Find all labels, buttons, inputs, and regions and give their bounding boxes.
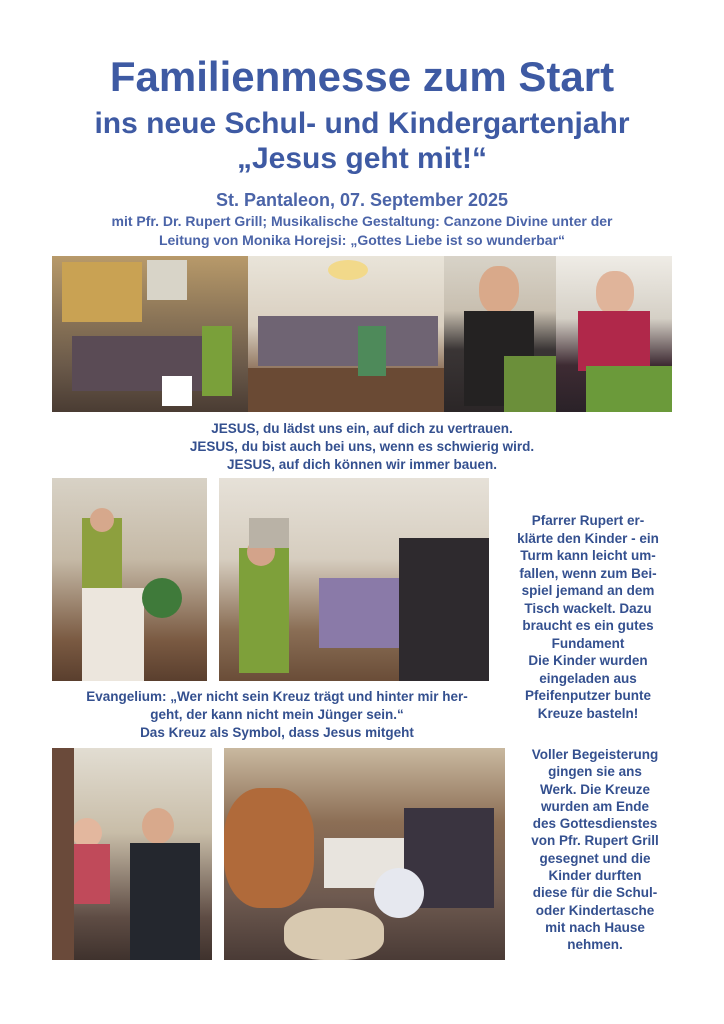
blessing-line-2: gingen sie ans (548, 764, 642, 780)
sermon-line-6: Tisch wackelt. Dazu (524, 600, 652, 616)
credits-line-2: Leitung von Monika Horejsi: „Gottes Liebe ist so wunderbar“ (158, 232, 566, 248)
song-line-1: JESUS, du lädst uns ein, auf dich zu vertrauen. (211, 421, 513, 436)
photo-mother-and-child (52, 748, 212, 960)
sermon-line-3: Turm kann leicht um- (520, 548, 656, 563)
photo-children-crafting-crosses (224, 748, 505, 960)
sermon-line-4: fallen, wenn zum Bei- (519, 565, 657, 581)
credits (60, 212, 664, 250)
song-text (52, 420, 672, 474)
blessing-line-10: oder Kindertasche (535, 902, 655, 918)
sermon-line-8: Fundament (551, 635, 625, 651)
blessing-line-4: wurden am Ende (540, 798, 650, 814)
blessing-line-1: Voller Begeisterung (531, 747, 659, 762)
page-title: Familienmesse zum Start (109, 53, 615, 100)
photo-woman-reading (444, 256, 556, 412)
sermon-line-11: Pfeifenputzer bunte (524, 688, 651, 703)
sermon-line-10: eingeladen aus (539, 670, 637, 686)
blessing-line-6: von Pfr. Rupert Grill (531, 833, 659, 849)
sermon-line-9: Die Kinder wurden (528, 653, 648, 668)
sermon-text (503, 512, 673, 722)
gospel-text (52, 688, 502, 742)
blessing-line-11: mit nach Hause (545, 919, 645, 935)
gospel-line-3: Das Kreuz als Symbol, dass Jesus mitgeht (140, 725, 414, 740)
credits-line-1: mit Pfr. Dr. Rupert Grill; Musikalische Gestaltung: Canzone Divine unter der (111, 213, 613, 229)
sermon-line-5: spiel jemand an dem (521, 583, 655, 598)
sermon-line-7: braucht es ein gutes (522, 618, 654, 633)
photo-priest-with-altar-server (52, 478, 207, 681)
subtitle-line-2: „Jesus geht mit!“ (236, 142, 488, 175)
photo-girl-reading (556, 256, 672, 412)
photo-congregation-raising-hands (52, 256, 248, 412)
gospel-line-1: Evangelium: „Wer nicht sein Kreuz trägt und hinter mir her- (86, 689, 468, 704)
blessing-line-12: nehmen. (567, 937, 623, 953)
song-line-2: JESUS, du bist auch bei uns, wenn es schwierig wird. (189, 439, 535, 454)
gospel-line-2: geht, der kann nicht mein Jünger sein.“ (150, 707, 404, 722)
blessing-line-5: des Gottesdienstes (532, 816, 658, 832)
sermon-line-12: Kreuze basteln! (537, 705, 639, 721)
blessing-line-3: Werk. Die Kreuze (539, 781, 651, 797)
blessing-text (510, 746, 680, 954)
photo-priest-talking-to-children (219, 478, 489, 681)
sermon-line-1: Pfarrer Rupert er- (531, 513, 645, 528)
blessing-line-9: diese für die Schul- (532, 885, 658, 901)
blessing-line-8: Kinder durften (548, 868, 642, 884)
place-date: St. Pantaleon, 07. September 2025 (215, 190, 509, 210)
sermon-line-2: klärte den Kinder - ein (517, 530, 659, 546)
subtitle-line-1: ins neue Schul- und Kindergartenjahr (94, 107, 630, 140)
song-line-3: JESUS, auf dich können wir immer bauen. (226, 457, 498, 472)
photo-church-interior-pews (248, 256, 444, 412)
blessing-line-7: gesegnet und die (539, 850, 651, 866)
